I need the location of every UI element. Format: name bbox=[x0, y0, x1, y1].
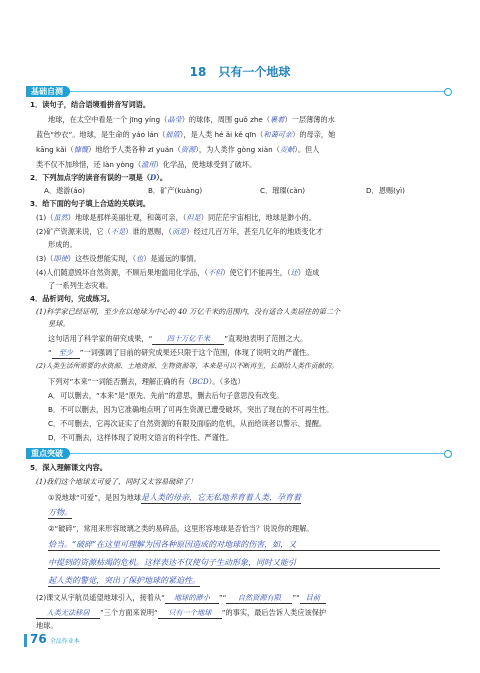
q5-s1-question-a-cont bbox=[48, 507, 72, 519]
q3-text: (3)（ bbox=[36, 254, 54, 263]
q5-s1-answer-line-2 bbox=[48, 557, 440, 569]
q1-line-3 bbox=[36, 144, 319, 155]
q3-text: ）经过几百万年，甚至几亿年的地质变化才 bbox=[186, 227, 323, 236]
answer-handwritten: 即使 bbox=[53, 254, 68, 263]
q1-text: 地球，在太空中看是一个 jīng yíng（ bbox=[48, 115, 168, 124]
answer-handwritten: 和蔼可亲 bbox=[263, 130, 293, 139]
q1-text: 类不仅不加珍惜，还 làn yòng（ bbox=[36, 160, 142, 169]
q1-text: ），是人类 hé ǎi kě qīn（ bbox=[179, 130, 264, 139]
q1-line-2 bbox=[36, 129, 335, 140]
answer-handwritten: 不是 bbox=[110, 227, 126, 236]
q1-text: ）的球体，周围 guǒ zhe（ bbox=[181, 115, 271, 124]
section-end-dot-icon bbox=[444, 88, 452, 96]
q3-text: ）造成 bbox=[297, 268, 320, 277]
answer-handwritten: 滥用 bbox=[141, 160, 156, 169]
q5-text: ”“ bbox=[218, 593, 227, 602]
q5-passage-1: (1)我们这个地球太可爱了，同时又太容易破碎了！ bbox=[36, 477, 198, 486]
answer-handwritten: 四十万亿千米 bbox=[152, 333, 224, 345]
q5-s1-answer-line-1 bbox=[48, 539, 440, 551]
q2-heading bbox=[30, 172, 167, 183]
q5-s1-question-b: ②“破碎”，常用来形容玻璃之类的易碎品，这里形容地球是否恰当？说说你的理解。 bbox=[48, 524, 314, 533]
q1-heading: 1．读句子，结合语境看拼音写词语。 bbox=[30, 100, 151, 109]
answer-handwritten: 但是 bbox=[186, 213, 201, 222]
section-divider bbox=[26, 91, 444, 92]
answer-handwritten: 自然资源有限 bbox=[226, 592, 292, 604]
section-label-focus: 重点突破 bbox=[26, 448, 70, 459]
answer-handwritten: 摇篮 bbox=[165, 130, 180, 139]
q5-s1-question-a bbox=[48, 492, 301, 504]
q4-passage-2: (2)人类生活所需要的水资源、土地资源、生物资源等，本来是可以不断再生，长期给人类作贡献的。 bbox=[36, 362, 338, 370]
q4-text: ”一词强调了目前的研究成果还只限于这个范围，体现了说明文的严谨性。 bbox=[79, 348, 314, 357]
q3-text: ）是遥远的事情。 bbox=[143, 254, 201, 263]
q2-option-d: D．恩赐(yì) bbox=[366, 186, 405, 195]
answer-handwritten: 至少 bbox=[52, 347, 80, 359]
q5-text: (2)课文从宇航员遥望地球引入，接着从“ bbox=[36, 593, 165, 602]
q5-text: ①说地球“可爱”，是因为地球 bbox=[48, 493, 141, 502]
q4-option-d: D．不可删去，这样体现了说明文语言的科学性、严谨性。 bbox=[48, 433, 234, 442]
q2-option-a: A．遨游(áo) bbox=[44, 186, 85, 195]
q3-text: ）使它们不能再生，（ bbox=[222, 268, 291, 277]
q1-line-1 bbox=[48, 114, 335, 125]
q4-text: ”直观地表明了范围之大。 bbox=[224, 334, 308, 343]
q4-p1-question-2 bbox=[48, 347, 313, 359]
q3-line-1 bbox=[36, 212, 316, 223]
answer-handwritten: 裹着 bbox=[270, 115, 285, 124]
q1-line-4 bbox=[36, 159, 256, 170]
answer-handwritten: 慷慨 bbox=[73, 145, 89, 154]
answer-handwritten: 万物。 bbox=[48, 508, 72, 517]
q2-option-b: B．矿产(kuàng) bbox=[148, 186, 203, 195]
q3-text: (2)矿产资源来说，它（ bbox=[36, 227, 111, 236]
q5-s2-line-2 bbox=[36, 607, 326, 619]
q1-text: ）的母亲，她 bbox=[292, 130, 336, 139]
q5-text: ”三个方面来说明“ bbox=[100, 608, 158, 617]
q1-text: ）化学品，使地球受到了破坏。 bbox=[155, 160, 257, 169]
answer-handwritten: 晶莹 bbox=[167, 115, 182, 124]
q5-s1-answer-line-3 bbox=[48, 575, 200, 587]
q4-text: 下列对“本来”一词能否删去，理解正确的有（ bbox=[48, 377, 193, 386]
q5-text: ”“ bbox=[292, 593, 300, 602]
q1-text: ）地给予人类各种 zī yuán（ bbox=[88, 145, 181, 154]
answer-handwritten: 还 bbox=[290, 268, 298, 277]
section-divider bbox=[26, 453, 444, 454]
answer-handwritten: D bbox=[150, 173, 157, 182]
q4-option-a: A．可以删去，“本来”是“原先、先前”的意思，删去后句子意思没有改变。 bbox=[48, 391, 284, 400]
answer-handwritten: 不但 bbox=[207, 268, 223, 277]
q3-heading: 3．给下面的句子填上合适的关联词。 bbox=[30, 199, 151, 208]
q5-s2-line-3: 地球。 bbox=[36, 621, 58, 630]
q3-text: ）谁的恩赐，（ bbox=[125, 227, 172, 236]
q4-p2-question bbox=[48, 376, 245, 387]
answer-handwritten: 虽然 bbox=[53, 213, 68, 222]
q3-line-4b: 了一系列生态灾难。 bbox=[48, 281, 113, 290]
publisher-name: 全品作业本 bbox=[49, 637, 80, 645]
q3-line-4 bbox=[36, 267, 319, 278]
q4-passage-1b: 星球。 bbox=[48, 319, 70, 328]
q3-line-2b: 形成的。 bbox=[48, 240, 77, 249]
section-bar-focus bbox=[26, 448, 452, 459]
page-footer bbox=[24, 632, 80, 647]
answer-handwritten: 只有一个地球 bbox=[158, 607, 222, 619]
q1-text: ），为人类作 gòng xiàn（ bbox=[195, 145, 280, 154]
q5-heading: 5．深入理解课文内容。 bbox=[30, 463, 107, 472]
q3-line-2 bbox=[36, 226, 323, 237]
q5-s2-line-1 bbox=[36, 592, 326, 604]
q4-text: “ bbox=[48, 348, 52, 357]
q3-text: (1)（ bbox=[36, 213, 54, 222]
section-label-basic: 基础自测 bbox=[26, 86, 70, 97]
q4-option-c: C．不可删去，它再次证实了自然资源的有限及面临的危机，从而给读者以警示、提醒。 bbox=[48, 419, 327, 428]
q4-option-b: B．不可以删去，因为它准确地点明了可再生资源已遭受破坏，突出了现在的不可再生性。 bbox=[48, 405, 334, 414]
answer-handwritten: 是人类的母亲，它无私地养育着人类，孕育着 bbox=[140, 493, 301, 502]
answer-handwritten: BCD bbox=[192, 377, 209, 386]
q2-text: ）。 bbox=[156, 173, 168, 182]
q3-text: ）同茫茫宇宙相比，地球是渺小的。 bbox=[200, 213, 316, 222]
answer-handwritten: 恰当。“破碎”在这里可理解为因各种原因造成的对地球的伤害，如，又 bbox=[48, 539, 440, 551]
q1-text: ）。但人 bbox=[294, 145, 320, 154]
lesson-title: 18 只有一个地球 bbox=[189, 65, 291, 79]
q4-heading: 4．品析词句，完成练习。 bbox=[30, 294, 115, 303]
answer-handwritten: 也 bbox=[136, 254, 144, 263]
answer-handwritten: 贡献 bbox=[279, 145, 295, 154]
q3-line-3 bbox=[36, 253, 201, 264]
q4-text: 这句话用了科学家的研究成果，“ bbox=[48, 334, 153, 343]
answer-handwritten: 人类无法移居 bbox=[36, 607, 100, 619]
page-number: 76 bbox=[30, 632, 47, 646]
q4-passage-1: (1)科学家已经证明，至少在以地球为中心的 40 万亿千米的范围内，没有适合人类居住的第二个 bbox=[36, 307, 341, 316]
q3-text: ）这些设想能实现，（ bbox=[67, 254, 137, 263]
section-end-dot-icon bbox=[444, 450, 452, 458]
answer-handwritten: 中提到的资源枯竭的危机。这样表达不仅使句子生动形象，同时又能引 bbox=[48, 557, 440, 569]
answer-handwritten: 地球的渺小 bbox=[165, 592, 219, 604]
q1-text: kāng kǎi（ bbox=[36, 145, 74, 154]
answer-handwritten: 资源 bbox=[180, 145, 196, 154]
q2-option-c: C．璀璨(càn) bbox=[260, 186, 306, 195]
q4-p1-question bbox=[48, 333, 307, 345]
answer-handwritten: 目前 bbox=[300, 592, 326, 604]
q3-text: ）地球是那样美丽壮观，和蔼可亲，（ bbox=[67, 213, 187, 222]
q1-text: ）一层薄薄的水 bbox=[284, 115, 335, 124]
q1-text: 蓝色“纱衣”。地球，是生命的 yáo lán（ bbox=[36, 130, 166, 139]
q4-text: ）。（多选） bbox=[208, 377, 245, 386]
section-bar-basic bbox=[26, 86, 452, 97]
answer-handwritten: 起人类的警觉，突出了保护地球的紧迫性。 bbox=[48, 576, 200, 585]
q5-text: ”的事实，最后告诉人类应该保护 bbox=[221, 608, 327, 617]
q3-text: (4)人们随意毁坏自然资源，不顾后果地滥用化学品，（ bbox=[36, 268, 208, 277]
answer-handwritten: 而是 bbox=[171, 227, 187, 236]
q2-text: 2．下列加点字的读音有误的一项是（ bbox=[30, 173, 151, 182]
footer-accent-bar bbox=[24, 634, 27, 647]
